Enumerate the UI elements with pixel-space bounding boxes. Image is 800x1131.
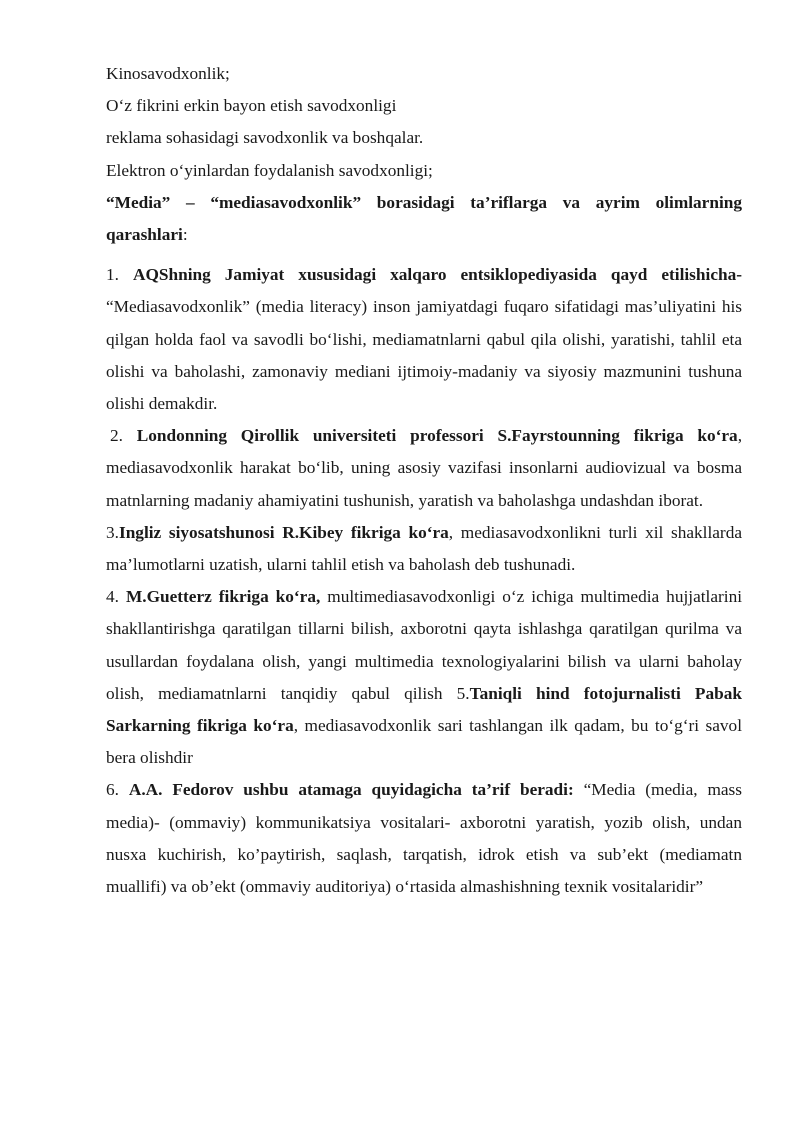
paragraph-6-number: 6. [106,780,129,800]
paragraph-3-bold: Ingliz siyosatshunosi R.Kibey fikriga ko‘ra [118,522,449,542]
paragraph-4-bold: M.Guetterz fikriga ko‘ra, [125,587,321,607]
paragraph-5-bold: Taniqli hind fotojurnalisti Pabak Sarkarning fikriga ko‘ra [106,683,742,736]
list-line-elektron-oyinlar: Elektron o‘yinlardan foydalanish savodxonligi; [106,160,433,180]
paragraph-2-number: 2. [110,426,137,446]
paragraph-2-text: , mediasavodxonlik harakat bo‘lib, uning asosiy vazifasi insonlarni audiovizual va bosma matnlarning madaniy ahamiyatini tushunish, yaratish va baholashga undashdan iborat. [106,426,743,510]
paragraph-5-text: , mediasavodxonlik sari tashlangan ilk qadam, bu to‘g‘ri savol bera olishdir [106,716,742,768]
paragraph-4-text: multimediasavodxonligi o‘z ichiga multimedia hujjatlarini shakllantirishga qaratilgan tillarni bilish, axborotni qayta ishlashga qaratilgan qurilma va usullardan foydalana olish, yangi multimedia texnologiyalarini bilish va ularni baholay olish, mediamatnlarni tanqidiy qabul qilish 5. [106,587,743,703]
paragraph-6 [106,774,742,903]
section-heading-bold: “Media” – “mediasavodxonlik” borasidagi ta’riflarga va ayrim olimlarning qarashlari [106,192,742,245]
paragraph-4-number: 4. [106,587,126,607]
paragraph-2-bold: Londonning Qirollik universiteti professori S.Fayrstounning fikriga ko‘ra [136,426,738,446]
paragraph-6-bold: A.A. Fedorov ushbu atamaga quyidagicha ta’rif beradi: [128,780,574,800]
section-heading-tail: : [182,225,188,245]
paragraph-1 [106,259,742,420]
paragraph-3-text: , mediasavodxonlikni turli xil shakllarda ma’lumotlarni uzatish, ularni tahlil etish va baholash deb tushunadi. [106,522,743,575]
paragraph-1-bold: AQShning Jamiyat xususidagi xalqaro entsiklopediyasida qayd etilishicha- [132,265,742,285]
paragraph-2 [106,420,742,517]
paragraph-6-text: “Media (media, mass media)- (ommaviy) kommunikatsiya vositalari- axborotni yaratish, yozib olish, undan nusxa kuchirish, ko’paytirish, saqlash, tarqatish, idrok etish va sub’ekt (mediamatn muallifi) va ob’ekt (ommaviy auditoriya) o‘rtasida almashishning texnik vositalaridir” [106,780,743,897]
paragraph-3 [106,517,742,581]
paragraph-1-number: 1. [106,265,133,285]
list-line-fikr-bayon: O‘z fikrini erkin bayon etish savodxonligi [106,96,397,116]
paragraph-3-number: 3. [106,522,119,542]
list-line-reklama: reklama sohasidagi savodxonlik va boshqalar. [106,128,424,148]
section-heading [106,187,742,251]
paragraph-1-text: “Mediasavodxonlik” (media literacy) inson jamiyatdagi fuqaro sifatidagi mas’uliyatini his qilgan holda faol va savodli bo‘lishi, mediamatnlarni qabul qila olishi, yaratishi, tahlil eta olishi va baholashi, zamonaviy mediani ijtimoiy-madaniy va siyosiy mazmunini tushuna olishi demakdir. [106,297,742,414]
list-line-kinosavodxonlik: Kinosavodxonlik; [106,64,230,83]
paragraph-4 [106,581,742,774]
document-page [106,58,742,903]
